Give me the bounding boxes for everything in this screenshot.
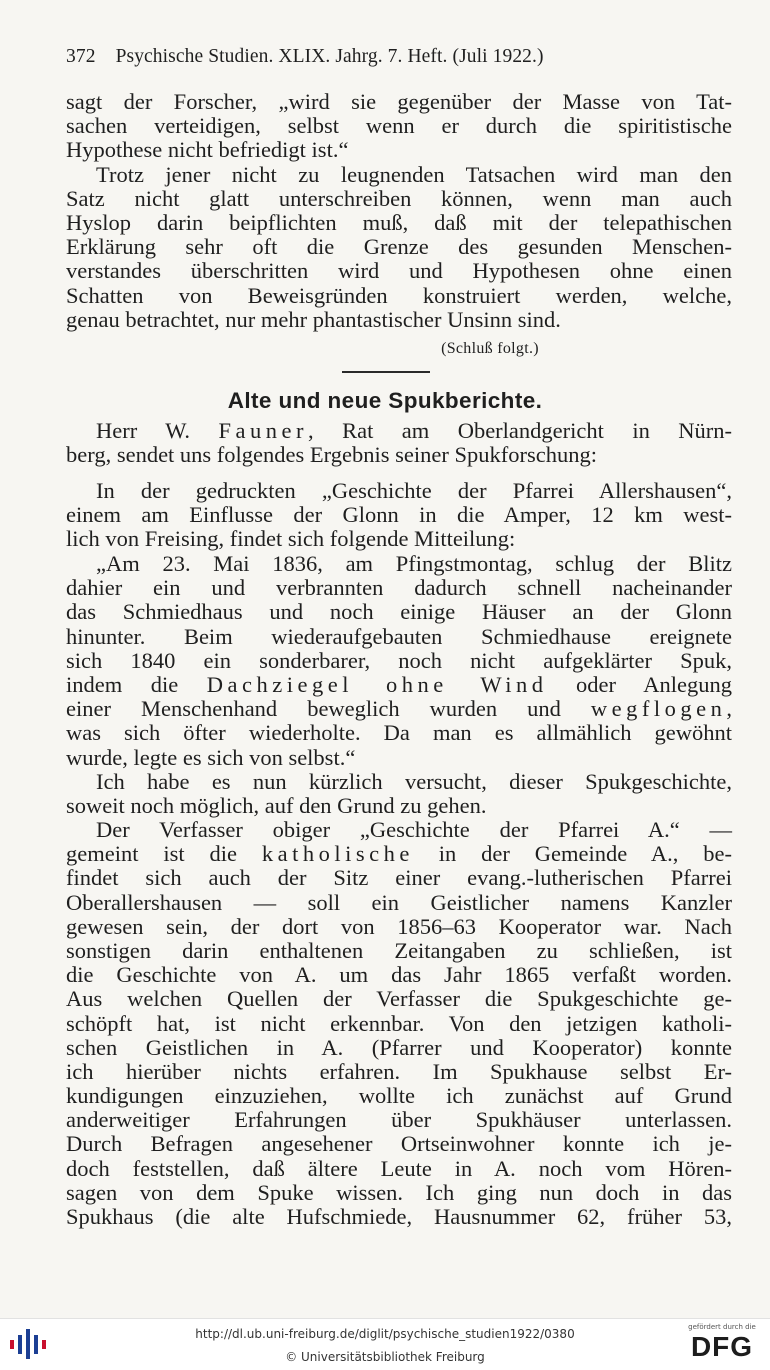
spaced-name: Fauner [218, 418, 308, 443]
text-line: kundigungen einzuziehen, wollte ich zunächst auf Grund [66, 1083, 732, 1109]
article-heading: Alte und neue Spukberichte. [227, 388, 543, 413]
text-line: sagen von dem Spuke wissen. Ich ging nun doch in das [66, 1179, 732, 1205]
text-line: In der gedruckten „Geschichte der Pfarrei Allershausen“, [96, 478, 732, 503]
dfg-funding-note: gefördert durch die [688, 1323, 756, 1331]
text-line: Erklärung sehr oft die Grenze des gesunden Menschen- [66, 234, 732, 260]
permalink-url[interactable]: http://dl.ub.uni-freiburg.de/diglit/psychische_studien1922/0380 [195, 1327, 575, 1341]
text-line: die Geschichte von A. um das Jahr 1865 verfaßt worden. [66, 962, 732, 988]
text-line: Schatten von Beweisgründen konstruiert werden, welche, [66, 282, 732, 308]
quote-intro-paragraph [66, 479, 732, 552]
dfg-logo [680, 1323, 764, 1367]
text-line: wurde, legte es sich von selbst.“ [66, 744, 356, 770]
text-line: sich 1840 ein sonderbarer, noch nicht aufgeklärter Spuk, [66, 647, 732, 673]
versucht-paragraph [66, 770, 732, 818]
spaced-emphasis: wegflogen [590, 696, 727, 722]
text-line: Aus welchen Quellen der Verfasser die Spukgeschichte ge- [66, 986, 732, 1012]
intro-paragraph [66, 419, 732, 467]
text-line: Durch Befragen angesehener Ortseinwohner konnte ich je- [66, 1131, 732, 1157]
text-line: Der Verfasser obiger „Geschichte der Pfarrei A.“ — [96, 817, 732, 842]
text-line: doch feststellen, daß ältere Leute in A. noch vom Hören- [66, 1155, 732, 1181]
text-line: Ich habe es nun kürzlich versucht, dieser Spukgeschichte, [96, 769, 732, 794]
text-line: was sich öfter wiederholte. Da man es allmählich gewöhnt [66, 720, 732, 746]
text-line: findet sich auch der Sitz einer evang.-lutherischen Pfarrei [66, 865, 732, 891]
text-line: einem am Einflusse der Glonn in die Amper, 12 km west- [66, 502, 732, 528]
text-line: sagt der Forscher, „wird sie gegenüber der Masse von Tat- [66, 89, 732, 114]
text-line: schöpft hat, ist nicht erkennbar. Von den jetzigen katholi- [66, 1010, 732, 1036]
copyright-notice: © Universitätsbibliothek Freiburg [285, 1350, 485, 1364]
running-head [66, 46, 706, 68]
section-divider [342, 371, 430, 373]
text-line: genau betrachtet, nur mehr phantastischer Unsinn sind. [66, 306, 561, 332]
text-line: gewesen sein, der dort von 1856–63 Kooperator war. Nach [66, 913, 732, 939]
text-line: einer Menschenhand beweglich wurden und wegflogen, [66, 696, 732, 722]
text-line: Hypothese nicht befriedigt ist.“ [66, 137, 349, 163]
spaced-emphasis: Dachziegel ohne Wind [206, 671, 548, 697]
text-line: „Am 23. Mai 1836, am Pfingstmontag, schlug der Blitz [96, 551, 732, 576]
text-line: anderweitiger Erfahrungen über Spukhäuser unterlassen. [66, 1107, 732, 1133]
text-line: schen Geistlichen in A. (Pfarrer und Kooperator) konnte [66, 1034, 732, 1060]
text-line: Herr W. Fauner, Rat am Oberlandgericht in Nürn- [96, 418, 732, 443]
continuation-note: (Schluß folgt.) [441, 340, 539, 357]
text-line: das Schmiedhaus und noch einige Häuser an der Glonn [66, 599, 732, 625]
text-line: sonstigen darin enthaltenen Zeitangaben zu schließen, ist [66, 937, 732, 963]
text-line: gemeint ist die katholische in der Gemeinde A., be- [66, 841, 732, 867]
spaced-emphasis: katholische [261, 841, 414, 867]
page-number: 372 [66, 46, 96, 67]
verfasser-paragraph [66, 818, 732, 1229]
text-line: ich hierüber nichts erfahren. Im Spukhause selbst Er- [66, 1058, 732, 1084]
text-line: sachen verteidigen, selbst wenn er durch die spiritistische [66, 113, 732, 139]
text-line: indem die Dachziegel ohne Wind oder Anlegung [66, 671, 733, 697]
dfg-wordmark: DFG [690, 1331, 754, 1362]
text-line: Hyslop darin beipflichten muß, daß mit der telepathischen [66, 209, 732, 235]
viewer-footer [0, 1318, 770, 1370]
text-line: hinunter. Beim wiederaufgebauten Schmiedhause ereignete [66, 623, 732, 649]
text-line: Oberallershausen — soll ein Geistlicher namens Kanzler [66, 889, 732, 915]
text-line: soweit noch möglich, auf den Grund zu gehen. [66, 793, 487, 819]
text-line: Spukhaus (die alte Hufschmiede, Hausnummer 62, früher 53, [66, 1204, 732, 1229]
text-line: Trotz jener nicht zu leugnenden Tatsachen wird man den [96, 161, 732, 187]
text-line: dahier ein und verbrannten dadurch schnell nacheinander [66, 575, 732, 601]
quoted-report [66, 552, 732, 770]
text-line: berg, sendet uns folgendes Ergebnis seiner Spukforschung: [66, 442, 597, 468]
text-line: Satz nicht glatt unterschreiben können, wenn man auch [66, 185, 732, 211]
running-head-text: Psychische Studien. XLIX. Jahrg. 7. Heft. (Juli 1922.) [115, 46, 544, 67]
text-line: lich von Freising, findet sich folgende Mitteilung: [66, 526, 516, 552]
continued-paragraph [66, 90, 732, 332]
text-line: verstandes überschritten wird und Hypothesen ohne einen [66, 258, 732, 284]
